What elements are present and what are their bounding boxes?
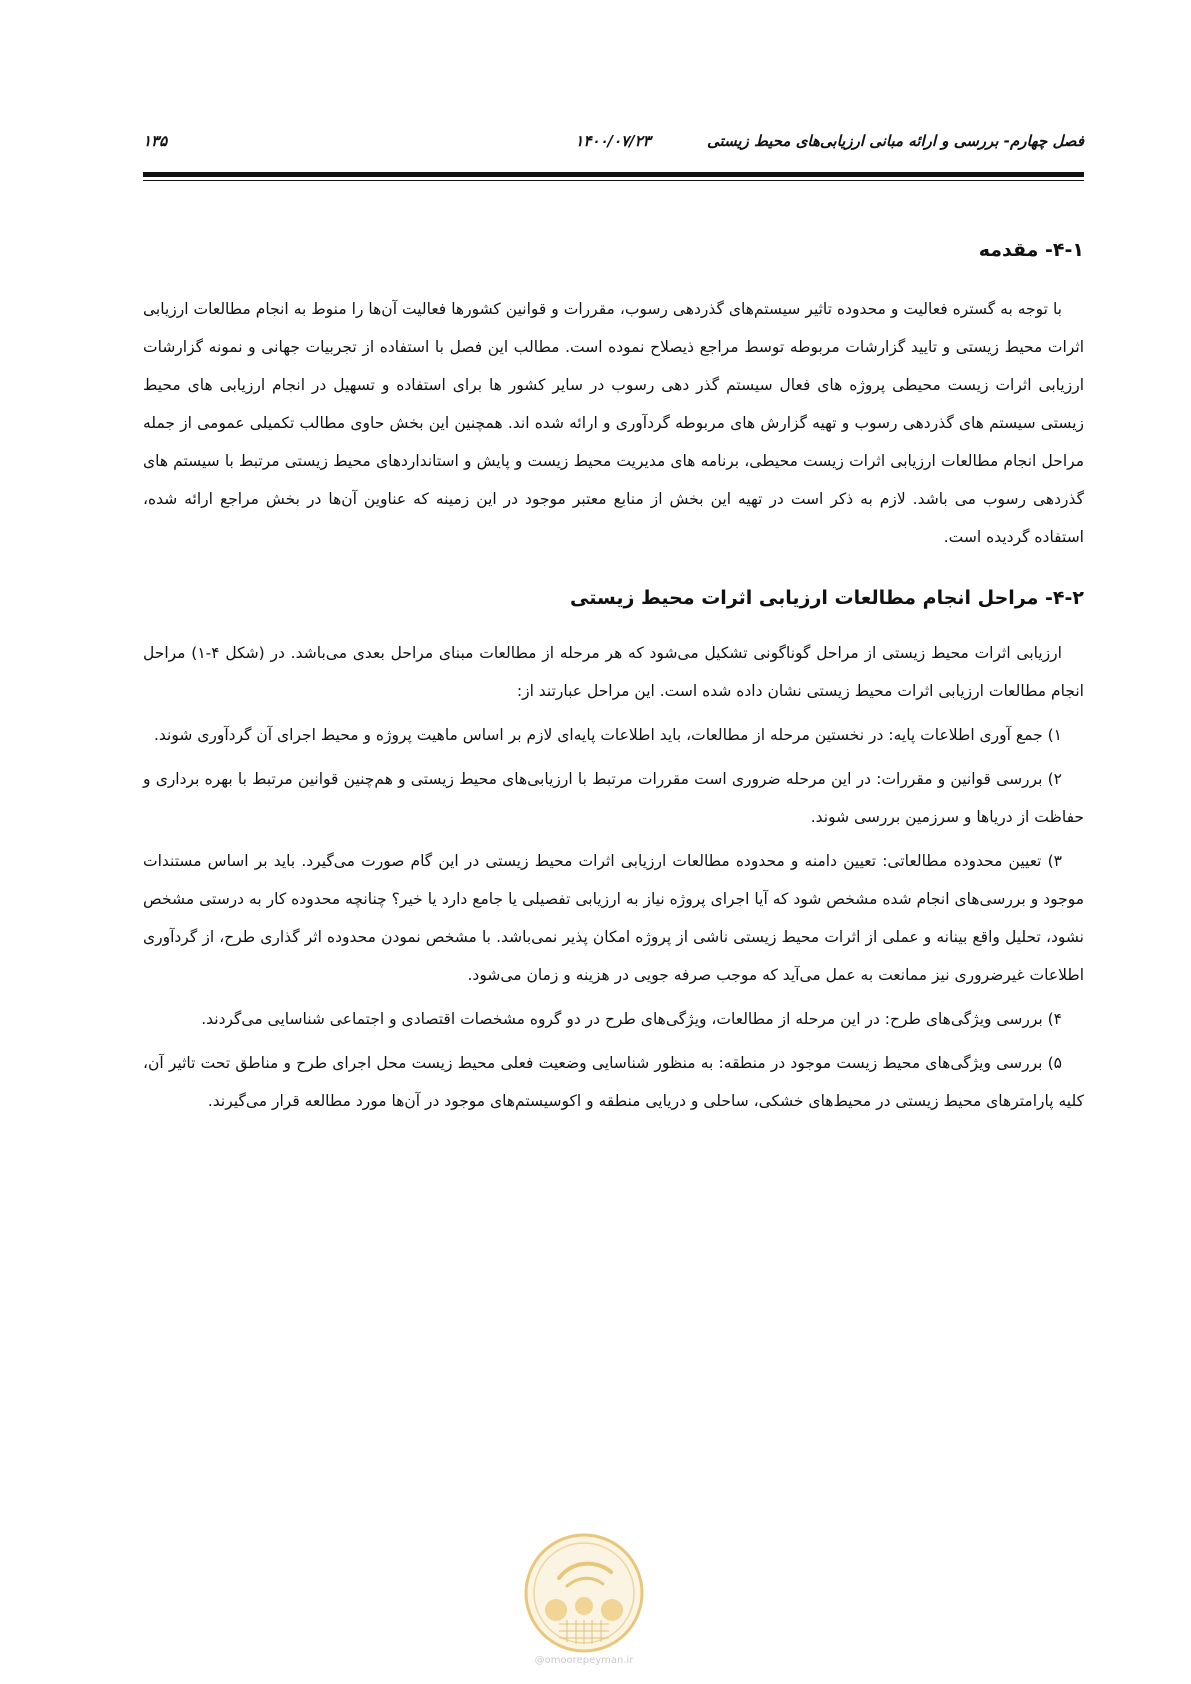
stage-item-2: ۲) بررسی قوانین و مقررات: در این مرحله ضروری است مقررات مرتبط با ارزیابی‌های محیط زیستی و هم‌چنین قوانین مرتبط با بهره برداری و حفاظت از دریاها و سرزمین بررسی شوند. <box>143 770 1084 826</box>
intro-paragraph: با توجه به گستره فعالیت و محدوده تاثیر سیستم‌های گذردهی رسوب، مقررات و قوانین کشورها فعالیت آن‌ها را منوط به انجام مطالعات ارزیابی اثرات محیط زیستی و تایید گزارشات مربوطه توسط مراجع ذیصلاح نموده است. مطالب این فصل با استفاده از تجربیات جهانی و نمونه گزارشات ارزیابی اثرات زیست محیطی پروژه های فعال سیستم گذر دهی رسوب در سایر کشور ها برای استفاده و تسهیل در انجام ارزیابی های محیط زیستی سیستم های گذردهی رسوب و تهیه گزارش های مربوطه گردآوری و ارائه شده اند. همچنین این بخش حاوی مطالب تکمیلی عمومی از جمله مراحل انجام مطالعات ارزیابی اثرات زیست محیطی، برنامه های مدیریت محیط زیست و پایش و استانداردهای محیط زیستی مرتبط با سیستم های گذردهی رسوب می باشد. لازم به ذکر است در تهیه این بخش از منابع معتبر موجود در این زمینه که عناوین آن‌ها در بخش مراجع ارائه شده، استفاده گردیده است. <box>143 300 1084 546</box>
watermark-seal-logo <box>523 1532 645 1654</box>
watermark-caption: @omoorepeyman.ir <box>534 1655 634 1666</box>
header-rule-thick <box>143 172 1084 177</box>
stage-item-4: ۴) بررسی ویژگی‌های طرح: در این مرحله از مطالعات، ویژگی‌های طرح در دو گروه مشخصات اقتصادی و اجتماعی شناسایی می‌گردند. <box>201 1010 1062 1028</box>
section-heading-intro: ۴-۱- مقدمه <box>978 239 1084 261</box>
stage-item-1: ۱) جمع آوری اطلاعات پایه: در نخستین مرحله از مطالعات، باید اطلاعات پایه‌ای لازم بر اساس ماهیت پروژه و محیط اجرای آن گردآوری شوند. <box>153 726 1062 744</box>
section-heading-stages: ۴-۲- مراحل انجام مطالعات ارزیابی اثرات محیط زیستی <box>570 587 1084 609</box>
header-rule-thin <box>143 180 1084 181</box>
page-body <box>143 230 1084 1120</box>
running-header <box>143 128 1084 158</box>
stage-item-3: ۳) تعیین محدوده مطالعاتی: تعیین دامنه و محدوده مطالعات ارزیابی اثرات محیط زیستی در این گام صورت می‌گیرد. باید بر اساس مستندات موجود و بررسی‌های انجام شده مشخص شود که آیا اجرای پروژه نیاز به ارزیابی تفصیلی یا جامع دارد یا خیر؟ چنانچه محدوده کار به درستی مشخص نشود، تحلیل واقع بینانه و عملی از اثرات محیط زیستی ناشی از پروژه امکان پذیر نمی‌باشد. با مشخص نمودن محدوده اثر گذاری طرح، از گردآوری اطلاعات غیرضروری نیز ممانعت به عمل می‌آید که موجب صرفه جویی در هزینه و زمان می‌شود. <box>143 852 1084 984</box>
stage-item-5: ۵) بررسی ویژگی‌های محیط زیست موجود در منطقه: به منظور شناسایی وضعیت فعلی محیط زیست محل اجرای طرح و مناطق تحت تاثیر آن، کلیه پارامترهای محیط زیستی در محیط‌های خشکی، ساحلی و دریایی منطقه و اکوسیستم‌های موجود در آن‌ها مورد مطالعه قرار می‌گیرند. <box>143 1054 1084 1110</box>
page-number: ۱۳۵ <box>143 132 168 150</box>
header-date: ۱۴۰۰/۰۷/۲۳ <box>575 132 651 150</box>
stages-intro-paragraph: ارزیابی اثرات محیط زیستی از مراحل گوناگونی تشکیل می‌شود که هر مرحله از مطالعات مبنای مراحل بعدی می‌باشد. در (شکل ۴-۱) مراحل انجام مطالعات ارزیابی اثرات محیط زیستی نشان داده شده است. این مراحل عبارتند از: <box>143 644 1084 700</box>
seal-icon <box>523 1532 645 1654</box>
chapter-title: فصل چهارم- بررسی و ارائه مبانی ارزیابی‌های محیط زیستی <box>706 132 1084 150</box>
